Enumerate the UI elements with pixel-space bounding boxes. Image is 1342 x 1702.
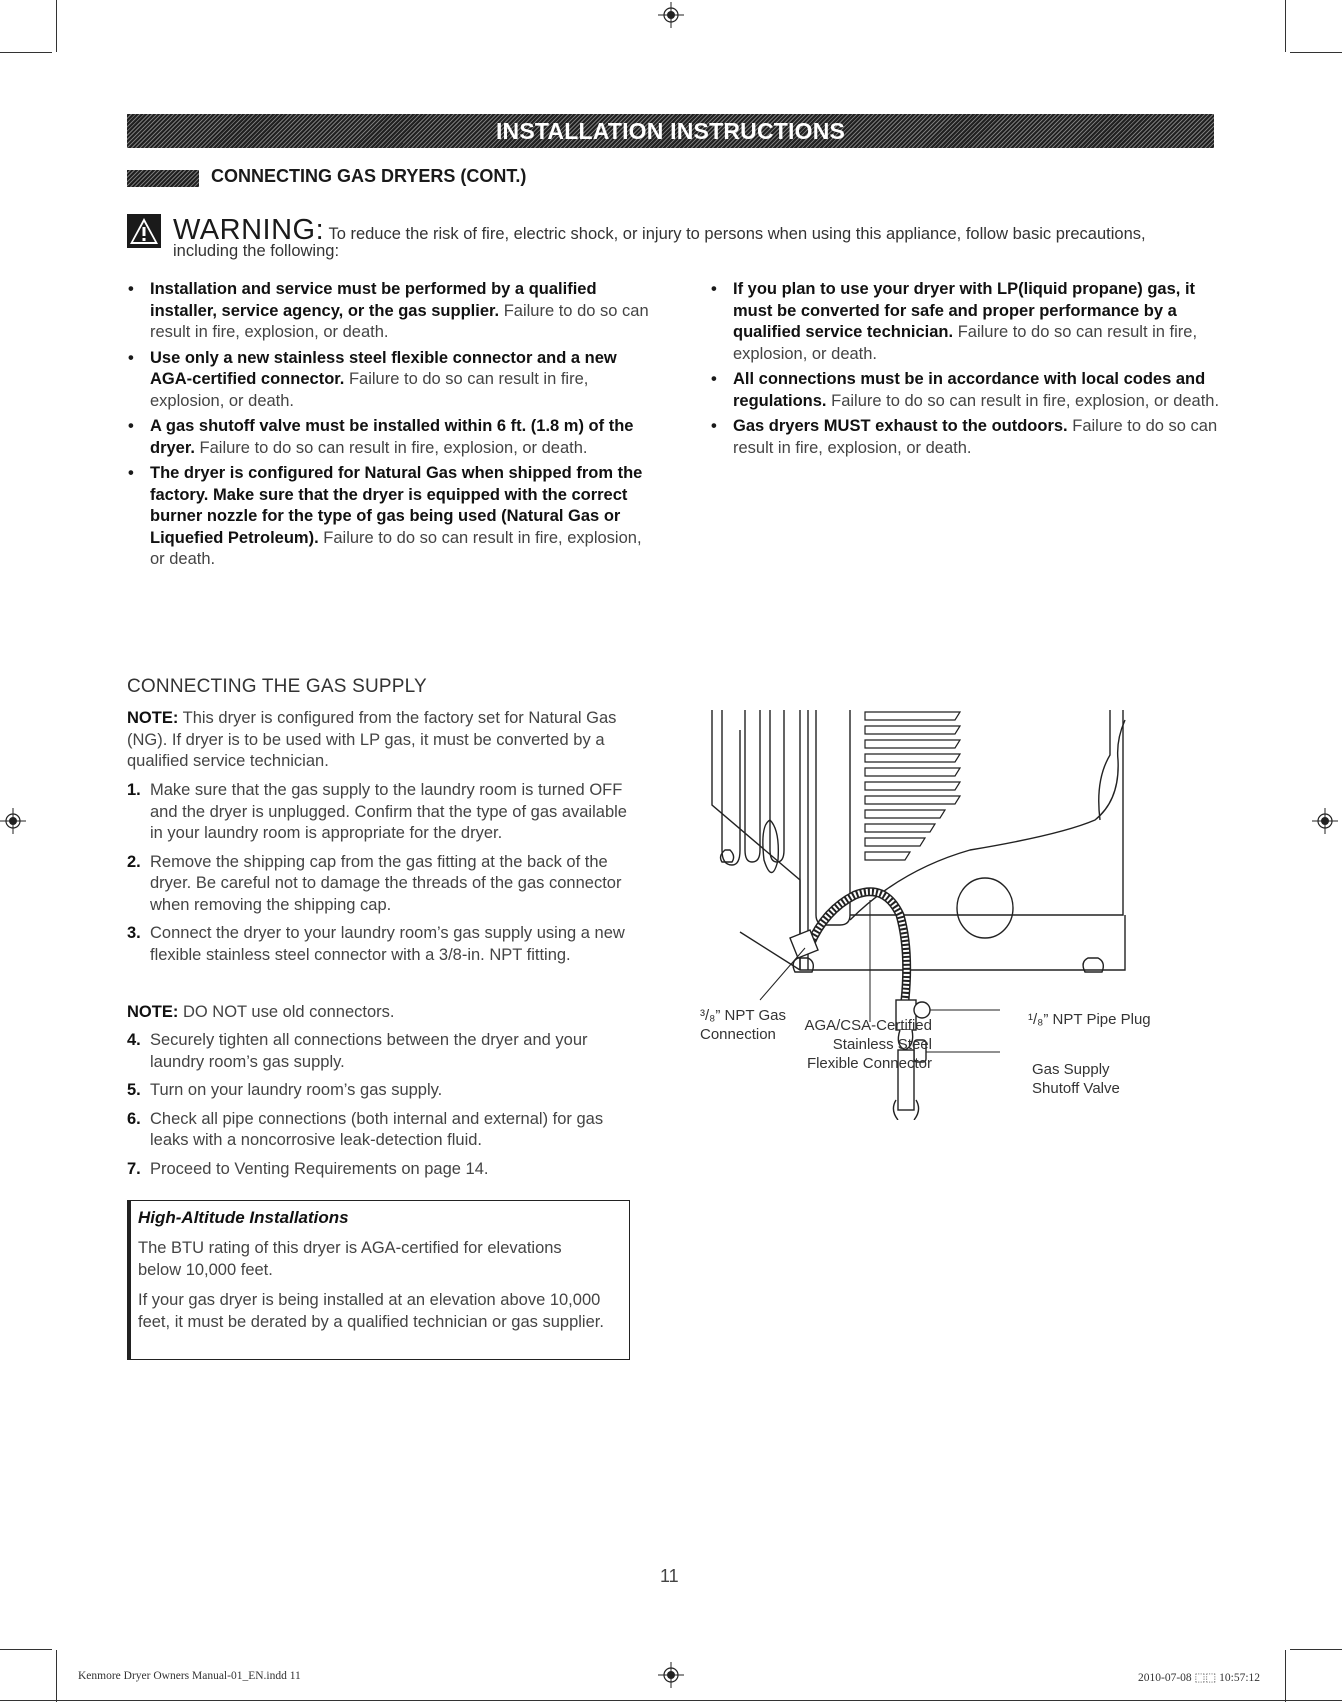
warning-text-line2: including the following: (173, 242, 340, 260)
note: NOTE: This dryer is configured from the factory set for Natural Gas (NG). If dryer is to be used with LP gas, it must be converted by a qualified service technician. (127, 709, 617, 770)
warning-label: WARNING: (173, 214, 325, 246)
list-item: • All connections must be in accordance with local codes and regulations. Failure to do so can result in fire, explosion, or death. (710, 369, 1220, 412)
registration-mark-icon (0, 808, 26, 834)
footer-timestamp: 2010-07-08 ⬚⬚ 10:57:12 (1138, 1672, 1261, 1684)
label-npt-gas-connection: ³/₈” NPT Gas Connection (700, 1007, 786, 1043)
registration-mark-icon (658, 1662, 684, 1688)
list-item: • If you plan to use your dryer with LP(liquid propane) gas, it must be converted for safe and proper performance by a qualified service technician. Failure to do so can result in fire, explosion, or death. (710, 279, 1220, 365)
step-list (127, 780, 637, 973)
page-banner: INSTALLATION INSTRUCTIONS (127, 114, 1214, 148)
crop-mark (56, 0, 57, 52)
list-item: 5. Turn on your laundry room’s gas supply. (127, 1081, 443, 1099)
crop-mark (1285, 1650, 1286, 1702)
section-title: CONNECTING GAS DRYERS (CONT.) (211, 166, 527, 186)
registration-mark-icon (1312, 808, 1338, 834)
list-item: • A gas shutoff valve must be installed within 6 ft. (1.8 m) of the dryer. Failure to do so can result in fire, explosion, or death. (127, 416, 657, 459)
footer-file-info: Kenmore Dryer Owners Manual-01_EN.indd 11 (78, 1670, 301, 1682)
crop-mark (0, 1649, 52, 1650)
registration-mark-icon (658, 2, 684, 28)
warning-triangle-icon (127, 214, 161, 248)
label-pipe-plug: ¹/₈” NPT Pipe Plug (1028, 1011, 1151, 1028)
crop-mark (1290, 1649, 1342, 1650)
list-item: 1. Make sure that the gas supply to the laundry room is turned OFF and the dryer is unplugged. Confirm that the type of gas available in your laundry room is appropriate for the dryer. (127, 781, 627, 842)
warning-bullet-list-right (710, 279, 1220, 463)
list-item: • Installation and service must be performed by a qualified installer, service agency, or the gas supplier. Failure to do so can result in fire, explosion, or death. (127, 279, 657, 344)
crop-mark (1285, 0, 1286, 52)
list-item: 3. Connect the dryer to your laundry room’s gas supply using a new flexible stainless steel connector with a 3/8-in. NPT fitting. (127, 924, 625, 964)
label-shutoff-valve: Gas Supply Shutoff Valve (1032, 1061, 1120, 1097)
crop-mark (1290, 52, 1342, 53)
box-paragraph: The BTU rating of this dryer is AGA-certified for elevations below 10,000 feet. (138, 1239, 562, 1279)
gas-connection-illustration (700, 700, 1220, 1120)
list-item: 7. Proceed to Venting Requirements on page 14. (127, 1159, 489, 1178)
section-marker (127, 170, 199, 187)
box-title: High-Altitude Installations (138, 1208, 349, 1227)
list-item: • Use only a new stainless steel flexible connector and a new AGA-certified connector. Failure to do so can result in fire, explosion, or death. (127, 348, 657, 413)
list-item: 4. Securely tighten all connections between the dryer and your laundry room’s gas supply. (127, 1031, 588, 1071)
box-paragraph: If your gas dryer is being installed at an elevation above 10,000 feet, it must be derated by a qualified technician or gas supplier. (138, 1291, 604, 1331)
list-item: • Gas dryers MUST exhaust to the outdoors. Failure to do so can result in fire, explosion, or death. (710, 416, 1220, 459)
crop-mark (0, 52, 52, 53)
note: NOTE: DO NOT use old connectors. (127, 1003, 395, 1021)
subsection-title: CONNECTING THE GAS SUPPLY (127, 676, 427, 697)
list-item: 6. Check all pipe connections (both internal and external) for gas leaks with a noncorrosive leak-detection fluid. (127, 1109, 604, 1149)
step-list (127, 1030, 637, 1187)
list-item: 2. Remove the shipping cap from the gas fitting at the back of the dryer. Be careful not to damage the threads of the gas connector when removing the shipping cap. (127, 852, 622, 914)
crop-line (0, 1700, 1342, 1701)
warning-text-line1: To reduce the risk of fire, electric shock, or injury to persons when using this appliance, follow basic precautions, (328, 225, 1146, 243)
warning-bullet-list-left (127, 279, 657, 575)
crop-mark (56, 1650, 57, 1702)
page-number: 11 (660, 1566, 679, 1586)
label-flexible-connector: AGA/CSA-Certified Stainless Steel Flexible Connector (804, 1017, 932, 1072)
list-item: • The dryer is configured for Natural Gas when shipped from the factory. Make sure that the dryer is equipped with the correct burner nozzle for the type of gas being used (Natural Gas or Liquefied Petroleum). Failure to do so can result in fire, explosion, or death. (127, 463, 657, 571)
